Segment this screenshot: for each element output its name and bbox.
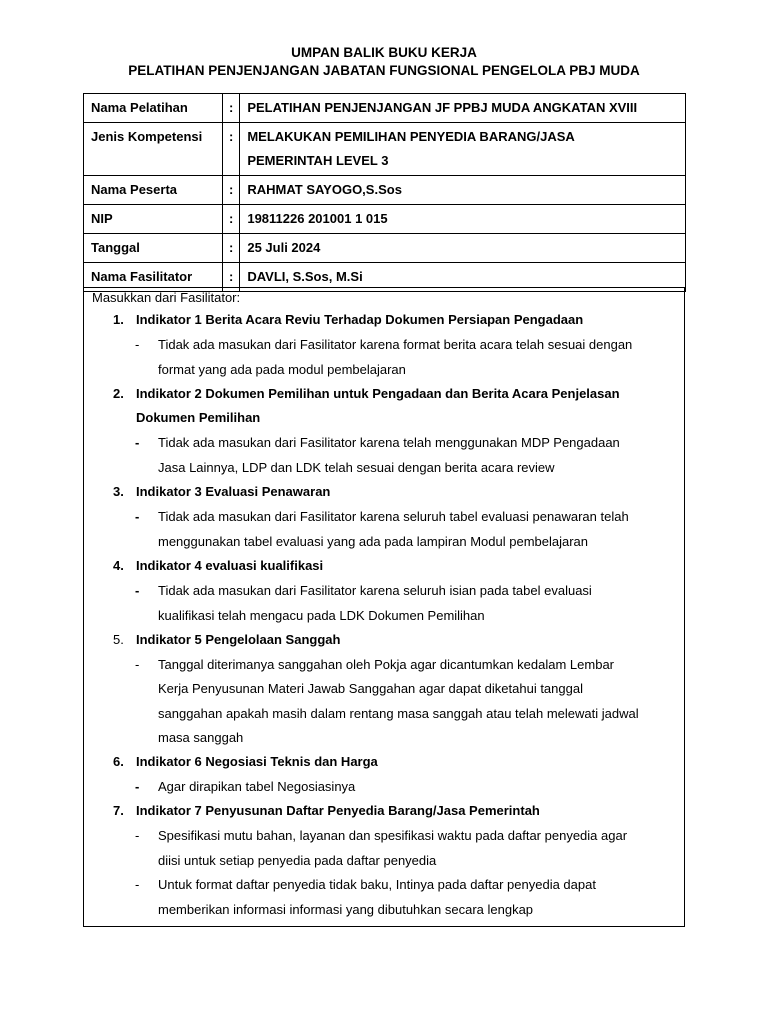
field-colon: :	[223, 205, 240, 234]
item-number: 3.	[113, 484, 124, 499]
table-row	[84, 94, 686, 123]
feedback-line: Agar dirapikan tabel Negosiasinya	[158, 779, 356, 794]
item-number: 5.	[113, 632, 124, 647]
table-row	[84, 234, 686, 263]
indicator-title: Indikator 4 evaluasi kualifikasi	[136, 558, 324, 573]
field-value: 25 Juli 2024	[240, 234, 686, 263]
field-colon: :	[223, 263, 240, 292]
feedback-line: Tidak ada masukan dari Fasilitator karena seluruh tabel evaluasi penawaran telah	[158, 509, 629, 524]
feedback-line: diisi untuk setiap penyedia pada daftar penyedia	[158, 853, 437, 868]
field-label: Nama Fasilitator	[84, 263, 223, 292]
indicator-title: Indikator 3 Evaluasi Penawaran	[136, 484, 331, 499]
indicator-title: Indikator 6 Negosiasi Teknis dan Harga	[136, 754, 378, 769]
indicator-title: Indikator 1 Berita Acara Reviu Terhadap Dokumen Persiapan Pengadaan	[136, 312, 584, 327]
feedback-line: Jasa Lainnya, LDP dan LDK telah sesuai dengan berita acara review	[158, 460, 555, 475]
field-value: DAVLI, S.Sos, M.Si	[240, 263, 686, 292]
indicator-title: Indikator 2 Dokumen Pemilihan untuk Pengadaan dan Berita Acara Penjelasan	[136, 386, 620, 401]
feedback-line: Spesifikasi mutu bahan, layanan dan spesifikasi waktu pada daftar penyedia agar	[158, 828, 628, 843]
item-number: 1.	[113, 312, 124, 327]
field-label: Jenis Kompetensi	[84, 123, 223, 176]
feedback-line: Tidak ada masukan dari Fasilitator karena seluruh isian pada tabel evaluasi	[158, 583, 592, 598]
field-value-line: PEMERINTAH LEVEL 3	[247, 153, 389, 168]
table-row	[84, 123, 686, 176]
field-value-line: MELAKUKAN PEMILIHAN PENYEDIA BARANG/JASA	[247, 129, 575, 144]
bullet-dash: -	[135, 509, 140, 524]
indicator-title: Indikator 7 Penyusunan Daftar Penyedia Barang/Jasa Pemerintah	[136, 803, 540, 818]
feedback-line: Kerja Penyusunan Materi Jawab Sanggahan agar dapat diketahui tanggal	[158, 681, 583, 696]
feedback-line: menggunakan tabel evaluasi yang ada pada lampiran Modul pembelajaran	[158, 534, 589, 549]
field-label: Tanggal	[84, 234, 223, 263]
field-label: Nama Pelatihan	[84, 94, 223, 123]
bullet-dash: -	[135, 828, 140, 843]
bullet-dash: -	[135, 779, 140, 794]
feedback-line: Tidak ada masukan dari Fasilitator karena format berita acara telah sesuai dengan	[158, 337, 633, 352]
feedback-line: kualifikasi telah mengacu pada LDK Dokumen Pemilihan	[158, 608, 485, 623]
indicator-title: Indikator 5 Pengelolaan Sanggah	[136, 632, 341, 647]
item-number: 6.	[113, 754, 124, 769]
feedback-line: sanggahan apakah masih dalam rentang masa sanggah atau telah melewati jadwal	[158, 706, 639, 721]
feedback-line: Tanggal diterimanya sanggahan oleh Pokja agar dicantumkan kedalam Lembar	[158, 657, 615, 672]
bullet-dash: -	[135, 877, 140, 892]
field-value: RAHMAT SAYOGO,S.Sos	[240, 176, 686, 205]
bullet-dash: -	[135, 337, 140, 352]
feedback-box	[83, 287, 685, 927]
feedback-line: masa sanggah	[158, 730, 244, 745]
field-colon: :	[223, 234, 240, 263]
field-colon: :	[223, 94, 240, 123]
feedback-line: format yang ada pada modul pembelajaran	[158, 362, 406, 377]
table-row	[84, 205, 686, 234]
feedback-line: memberikan informasi informasi yang dibutuhkan secara lengkap	[158, 902, 534, 917]
info-table	[83, 93, 686, 292]
indicator-title-cont: Dokumen Pemilihan	[136, 410, 261, 425]
item-number: 4.	[113, 558, 124, 573]
bullet-dash: -	[135, 435, 140, 450]
field-label: Nama Peserta	[84, 176, 223, 205]
field-value	[240, 123, 686, 176]
field-value: PELATIHAN PENJENJANGAN JF PPBJ MUDA ANGKATAN XVIII	[240, 94, 686, 123]
field-value: 19811226 201001 1 015	[240, 205, 686, 234]
table-row	[84, 176, 686, 205]
feedback-heading: Masukkan dari Fasilitator:	[92, 290, 241, 305]
field-colon: :	[223, 123, 240, 176]
field-label: NIP	[84, 205, 223, 234]
bullet-dash: -	[135, 657, 140, 672]
document-subtitle: PELATIHAN PENJENJANGAN JABATAN FUNGSIONAL PENGELOLA PBJ MUDA	[128, 63, 640, 78]
field-colon: :	[223, 176, 240, 205]
item-number: 2.	[113, 386, 124, 401]
bullet-dash: -	[135, 583, 140, 598]
feedback-line: Tidak ada masukan dari Fasilitator karena telah menggunakan MDP Pengadaan	[158, 435, 620, 450]
item-number: 7.	[113, 803, 124, 818]
feedback-line: Untuk format daftar penyedia tidak baku, Intinya pada daftar penyedia dapat	[158, 877, 596, 892]
document-title: UMPAN BALIK BUKU KERJA	[291, 45, 477, 60]
